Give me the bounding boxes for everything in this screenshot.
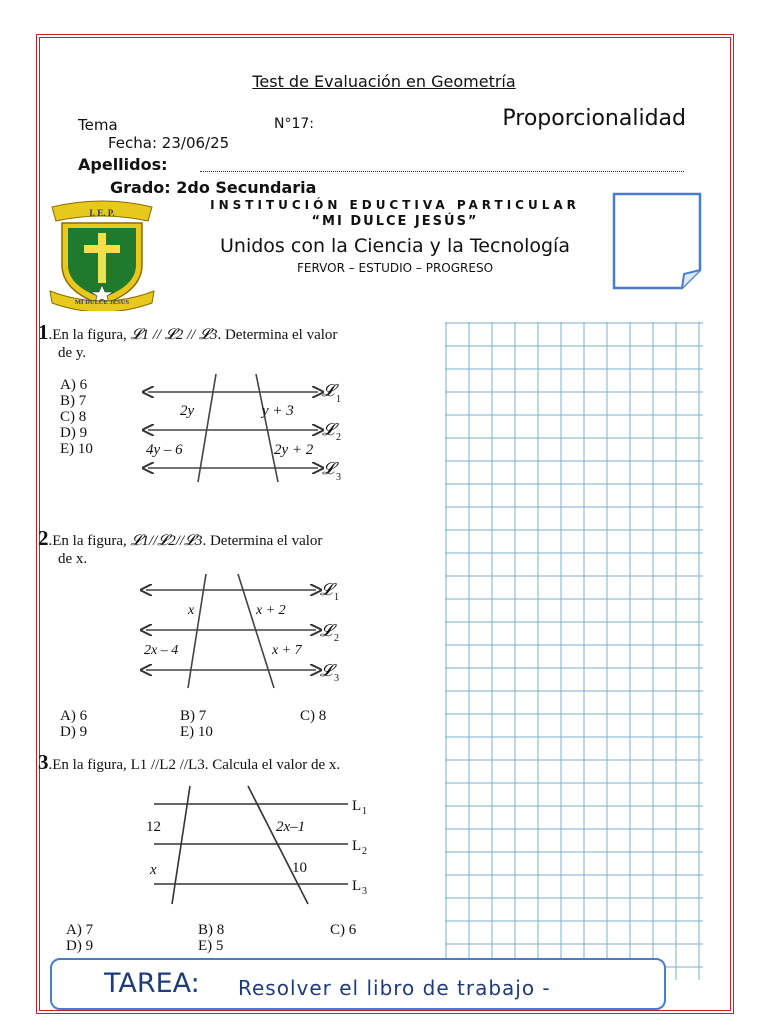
line-subscript: 3 (362, 886, 367, 897)
surname-field[interactable] (78, 155, 688, 177)
question-1 (38, 320, 443, 362)
answer-options-1 (60, 377, 93, 457)
question-text-cont: . Determina el valor (217, 327, 338, 343)
topic-name: Proporcionalidad (502, 106, 686, 131)
question-number: 1 (38, 320, 49, 344)
segment-label: x (150, 862, 157, 878)
option[interactable]: C) 8 (60, 409, 87, 425)
transversal-line (238, 574, 274, 688)
segment-label: 10 (292, 860, 307, 876)
sticky-note-icon (612, 192, 702, 290)
homework-banner (50, 958, 666, 1010)
segment-label: 4y – 6 (146, 442, 183, 458)
line-subscript: 3 (334, 673, 339, 684)
homework-label: TAREA: (104, 968, 200, 999)
question-dot: . (48, 757, 53, 773)
line-subscript: 1 (336, 394, 341, 405)
answer-options-3 (66, 922, 376, 954)
question-2 (38, 526, 443, 568)
segment-label: 12 (146, 819, 161, 835)
grade: Grado: 2do Secundaria (110, 178, 317, 197)
institution-values: FERVOR – ESTUDIO – PROGRESO (296, 261, 494, 275)
question-text-cont: . Calcula el valor de x. (204, 757, 341, 773)
option[interactable]: A) 7 (66, 922, 94, 938)
line-label: L (352, 838, 362, 854)
topic-number: N°17: (274, 116, 315, 132)
crest-banner: MI DULCE JESÚS (74, 299, 130, 306)
line-subscript: 1 (334, 592, 339, 603)
segment-label: 2x – 4 (144, 643, 179, 658)
question-dot: . (48, 327, 53, 343)
option[interactable]: C) 6 (330, 922, 357, 938)
parallel-notation: 𝓛1//𝓛2//𝓛3 (130, 533, 203, 549)
transversal-line (198, 374, 216, 482)
institution-type: INSTITUCIÓN EDUCTIVA PARTICULAR (210, 198, 580, 212)
question-text: En la figura, (52, 757, 131, 773)
answer-options-2 (60, 708, 360, 740)
school-crest-logo (48, 199, 156, 311)
option[interactable]: E) 5 (198, 938, 224, 954)
segment-label: x + 2 (256, 603, 286, 618)
line-subscript: 1 (362, 806, 367, 817)
figure-q3-parallel-lines (140, 784, 380, 908)
line-subscript: 2 (336, 432, 341, 443)
question-text-end: de y. (58, 345, 87, 361)
line-label: 𝓛 (320, 621, 333, 640)
question-dot: . (48, 533, 53, 549)
option[interactable]: E) 10 (60, 441, 93, 457)
option[interactable]: B) 8 (198, 922, 225, 938)
line-subscript: 2 (334, 633, 339, 644)
option[interactable]: D) 9 (66, 938, 94, 954)
date: Fecha: 23/06/25 (108, 134, 230, 152)
surname-dotted-line (200, 171, 684, 172)
question-number: 2 (38, 526, 49, 550)
line-label: 𝓛 (320, 580, 333, 599)
segment-label: 2y + 2 (274, 442, 314, 458)
graph-paper-grid (445, 322, 703, 980)
transversal-line (256, 374, 278, 482)
line-subscript: 3 (336, 472, 341, 483)
line-label: 𝓛 (322, 420, 335, 439)
option[interactable]: B) 7 (60, 393, 87, 409)
figure-q1-parallel-lines (140, 368, 355, 486)
transversal-line (188, 574, 206, 688)
crest-initials: I. E. P. (89, 208, 115, 218)
segment-label: y + 3 (262, 403, 294, 419)
line-label: 𝓛 (322, 381, 335, 400)
option[interactable]: D) 9 (60, 724, 88, 740)
segment-label: x (188, 603, 195, 618)
page-title: Test de Evaluación en Geometría (252, 72, 516, 91)
line-subscript: 2 (362, 846, 367, 857)
option[interactable]: D) 9 (60, 425, 88, 441)
option[interactable]: B) 7 (180, 708, 207, 724)
homework-text: Resolver el libro de trabajo - (238, 976, 551, 1000)
surname-label: Apellidos: (78, 155, 168, 174)
line-label: 𝓛 (320, 661, 333, 680)
institution-name: “MI DULCE JESÚS” (311, 214, 479, 229)
question-number: 3 (38, 750, 49, 774)
institution-motto: Unidos con la Ciencia y la Tecnología (220, 235, 570, 257)
question-text: En la figura, (52, 327, 131, 343)
question-text-end: de x. (58, 551, 88, 567)
parallel-notation: L1 //L2 //L3 (130, 757, 205, 773)
segment-label: 2x–1 (276, 819, 306, 835)
segment-label: x + 7 (272, 643, 302, 658)
line-label: 𝓛 (322, 459, 335, 478)
question-text: En la figura, (52, 533, 131, 549)
tema-label: Tema (78, 116, 118, 134)
option[interactable]: A) 6 (60, 377, 88, 393)
option[interactable]: C) 8 (300, 708, 327, 724)
line-label: L (352, 798, 362, 814)
segment-label: 2y (180, 403, 195, 419)
question-text-cont: . Determina el valor (202, 533, 323, 549)
question-3 (38, 750, 443, 775)
line-label: L (352, 878, 362, 894)
option[interactable]: E) 10 (180, 724, 213, 740)
figure-q2-parallel-lines (140, 574, 355, 692)
option[interactable]: A) 6 (60, 708, 88, 724)
parallel-notation: 𝓛1 // 𝓛2 // 𝓛3 (130, 327, 218, 343)
